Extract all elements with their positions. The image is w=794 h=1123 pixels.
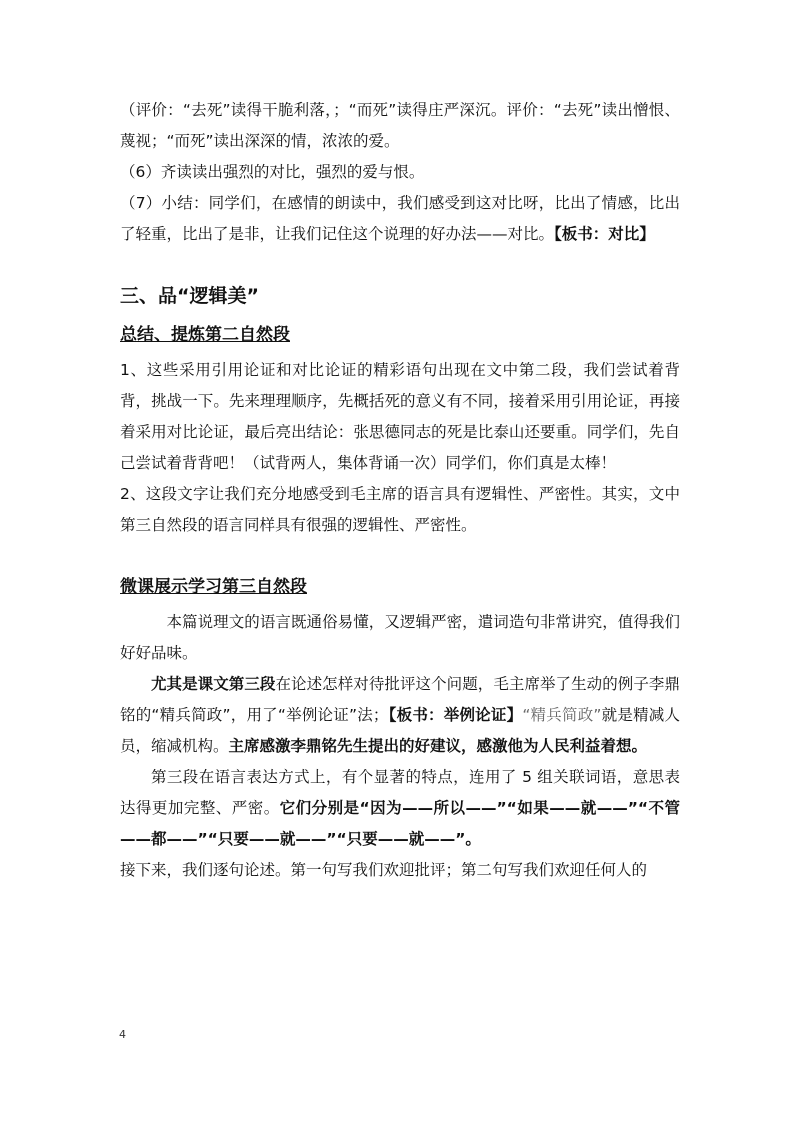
paragraph-conjunctions [120,762,680,855]
paragraph-step-6: （6）齐读读出强烈的对比，强烈的爱与恨。 [120,163,425,181]
page-number: 4 [119,1028,126,1041]
quote-jingbing: “精兵简政” [522,706,602,724]
paragraph-next: 接下来，我们逐句论述。第一句写我们欢迎批评；第二句写我们欢迎任何人的 [120,861,648,879]
paragraph-evaluation: （评价：“去死”读得干脆利落，；“而死”读得庄严深沉。评价：“去死”读出憎恨、蔑视；“而死”读出深深的情，浓浓的爱。 [120,101,680,150]
jingbing-explain: 就是精减人员，缩减机构。 [120,706,680,755]
board-note-example: 【板书：举例论证】 [388,706,523,724]
board-note-contrast: 【板书：对比】 [554,225,655,243]
paragraph-intro: 本篇说理文的语言既通俗易懂，又逻辑严密，遣词造句非常讲究，值得我们好好品味。 [120,613,680,662]
paragraph-step-7 [120,188,680,250]
conjunctions-list: 它们分别是“因为——所以——”“如果——就——”“不管——都——”“只要——就——”“只要——就——”。 [120,799,680,848]
emphasis-gratitude: 主席感激李鼎铭先生提出的好建议，感激他为人民利益着想。 [228,737,648,755]
step-7-text: （7）小结：同学们，在感情的朗读中，我们感受到这对比呀，比出了情感，比出了轻重，比出了是非，让我们记住这个说理的好办法——对比。 [120,194,680,243]
paragraph-recite: 1、这些采用引用论证和对比论证的精彩语句出现在文中第二段，我们尝试着背背，挑战一下。先来理理顺序，先概括死的意义有不同，接着采用引用论证，再接着采用对比论证，最后亮出结论：张思德同志的死是比泰山还要重。同学们，先自己尝试着背背吧！（试背两人，集体背诵一次）同学们，你们真是太棒！ [120,361,680,472]
section-heading-logic: 三、品“逻辑美” [120,285,259,307]
subheading-paragraph-three: 微课展示学习第三自然段 [120,577,307,597]
paragraph-example-argument [120,669,680,762]
emphasis-paragraph-three: 尤其是课文第三段 [151,675,276,693]
subheading-paragraph-two: 总结、提炼第二自然段 [120,325,290,345]
conjunctions-text: 第三段在语言表达方式上，有个显著的特点，连用了 5 组关联词语，意思表达得更加完整、严密。 [120,768,680,817]
example-text: 在论述怎样对待批评这个问题，毛主席举了生动的例子李鼎铭的“精兵简政”，用了“举例论证”法； [120,675,680,724]
paragraph-logic: 2、这段文字让我们充分地感受到毛主席的语言具有逻辑性、严密性。其实，文中第三自然段的语言同样具有很强的逻辑性、严密性。 [120,485,680,534]
document-page [120,95,680,886]
